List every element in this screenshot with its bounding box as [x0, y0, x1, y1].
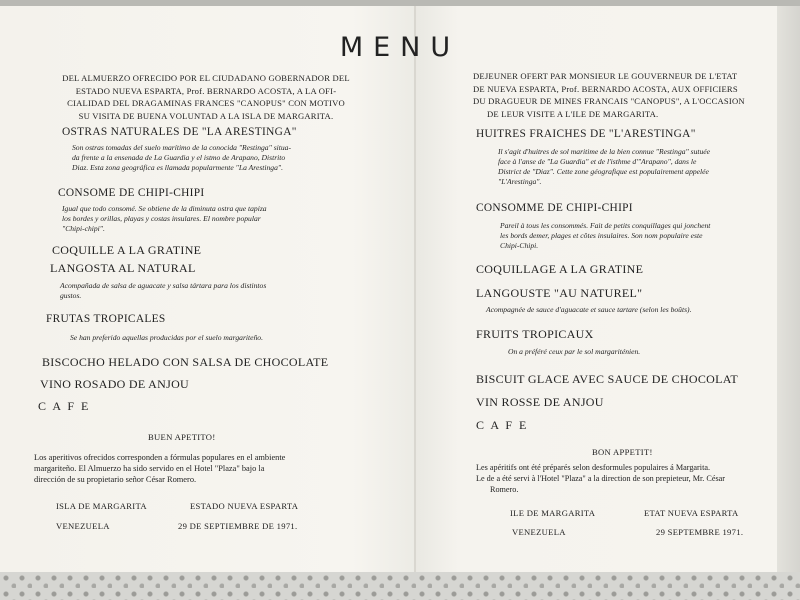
right-state: ETAT NUEVA ESPARTA [644, 508, 739, 518]
right-intro [473, 70, 773, 120]
desc-line: District de "Diaz". Cette zone géografique est populairement appelée [498, 167, 709, 176]
right-date: 29 SEPTEMBRE 1971. [656, 527, 744, 537]
dish-coquillage: COQUILLAGE A LA GRATINE [476, 262, 644, 276]
right-footnote [476, 462, 776, 495]
dish-langouste: LANGOUSTE "AU NATUREL" [476, 286, 643, 300]
desc-line: "Chipi-chipi". [62, 224, 105, 233]
dish-huitres: HUITRES FRAICHES DE "L'ARESTINGA" [476, 128, 696, 140]
left-intro-line: SU VISITA DE BUENA VOLUNTAD A LA ISLA DE MARGARITA. [78, 110, 334, 121]
dish-cafe-right: C A F E [476, 418, 529, 432]
dish-biscocho: BISCOCHO HELADO CON SALSA DE CHOCOLATE [42, 355, 329, 369]
dish-ostras: OSTRAS NATURALES DE "LA ARESTINGA" [62, 126, 297, 138]
left-date: 29 DE SEPTIEMBRE DE 1971. [178, 521, 298, 531]
page-edge [777, 6, 800, 580]
page-fold [414, 6, 416, 580]
left-place: ISLA DE MARGARITA [56, 501, 147, 511]
dish-fruits: FRUITS TROPICAUX [476, 327, 594, 341]
dish-fruits-desc: On a préféré ceux par le sol margariténien. [508, 347, 641, 356]
desc-line: Acompañada de salsa de aguacate y salsa tártara para los distintos [60, 281, 267, 290]
left-footnote [34, 452, 374, 485]
desc-line: face à l'anse de "La Guardia" et de l'isthme d'"Arapano", dans le [498, 157, 697, 166]
dish-biscuit: BISCUIT GLACE AVEC SAUCE DE CHOCOLAT [476, 372, 739, 386]
desc-line: Chipi-Chipi. [500, 241, 539, 250]
desc-line: "L'Arestinga". [498, 177, 542, 186]
desc-line: Son ostras tomadas del suelo marítimo de la conocida "Restinga" situa- [72, 143, 291, 152]
desc-line: Diaz. Esta zona geográfica es llamada popularmente "La Arestinga". [72, 163, 283, 172]
foot-line: dirección de su propietario señor César Romero. [34, 475, 197, 484]
lace-tablecloth [0, 572, 800, 600]
desc-line: Il s'agit d'huitres de sol maritime de la bien connue "Restinga" sutuée [498, 147, 711, 156]
left-intro-line: ESTADO NUEVA ESPARTA, Prof. BERNARDO ACOSTA, A LA OFI- [75, 85, 337, 96]
dish-langosta-desc [60, 281, 360, 301]
desc-line: da frente a la ensenada de La Guardia y el istmo de Arapano, Distrito [72, 153, 286, 162]
dish-consome: CONSOME DE CHIPI-CHIPI [58, 187, 205, 199]
right-place: ILE DE MARGARITA [510, 508, 596, 518]
dish-consomme-desc [500, 221, 770, 251]
foot-line: Les apéritifs ont été préparés selon desformules populaires á Margarita. [476, 463, 711, 472]
left-state: ESTADO NUEVA ESPARTA [190, 501, 299, 511]
foot-line: Le de a été servi à l'Hotel "Plaza" a la direction de son prepieteur, Mr. César [476, 474, 726, 483]
right-intro-line: DU DRAGUEUR DE MINES FRANCAIS "CANOPUS", A L'OCCASION [473, 96, 745, 106]
dish-frutas: FRUTAS TROPICALES [46, 313, 166, 325]
buen-apetito: BUEN APETITO! [148, 432, 216, 442]
dish-langouste-desc: Acompagnée de sauce d'aguacate et sauce tartare (selon les boûts). [486, 305, 692, 314]
desc-line: Igual que todo consomé. Se obtiene de la diminuta ostra que tapiza [62, 204, 267, 213]
dish-coquille: COQUILLE A LA GRATINE [52, 243, 202, 257]
dish-huitres-desc [498, 147, 768, 187]
right-intro-line: DEJEUNER OFERT PAR MONSIEUR LE GOUVERNEUR DE L'ETAT [473, 71, 738, 81]
dish-frutas-desc: Se han preferido aquellas producidas por el suelo margariteño. [70, 333, 263, 342]
left-country: VENEZUELA [56, 521, 110, 531]
left-intro-line: CIALIDAD DEL DRAGAMINAS FRANCES "CANOPUS" CON MOTIVO [67, 98, 345, 108]
right-country: VENEZUELA [512, 527, 566, 537]
dish-langosta: LANGOSTA AL NATURAL [50, 261, 196, 275]
dish-consomme: CONSOMME DE CHIPI-CHIPI [476, 202, 633, 214]
dish-vino: VINO ROSADO DE ANJOU [40, 377, 190, 391]
dish-ostras-desc [72, 143, 372, 173]
desc-line: Pareil à tous les consommés. Fait de petits conquillages qui jonchent [500, 221, 711, 230]
desc-line: gustos. [60, 291, 82, 300]
foot-line: margariteño. El Almuerzo ha sido servido en el Hotel "Plaza" bajo la [34, 464, 265, 473]
foot-line: Romero. [490, 485, 519, 494]
foot-line: Los aperitivos ofrecidos corresponden a fórmulas populares en el ambiente [34, 453, 286, 462]
dish-cafe: C A F E [38, 399, 91, 413]
desc-line: los bordes y orillas, playas y costas insulares. El nombre popular [62, 214, 261, 223]
right-intro-line: DE NUEVA ESPARTA, Prof. BERNARDO ACOSTA, AUX OFFICIERS [473, 83, 738, 94]
left-intro [48, 72, 364, 122]
right-intro-line: DE LEUR VISITE A L'ILE DE MARGARITA. [487, 108, 659, 119]
left-intro-line: DEL ALMUERZO OFRECIDO POR EL CIUDADANO GOBERNADOR DEL [62, 73, 350, 83]
desc-line: les bords demer, plages et côtes insulaires. Son nom populaire este [500, 231, 703, 240]
menu-title: MENU [339, 32, 461, 63]
dish-consome-desc [62, 204, 362, 234]
bon-appetit: BON APPETIT! [592, 447, 653, 457]
dish-vin: VIN ROSSE DE ANJOU [476, 395, 604, 409]
